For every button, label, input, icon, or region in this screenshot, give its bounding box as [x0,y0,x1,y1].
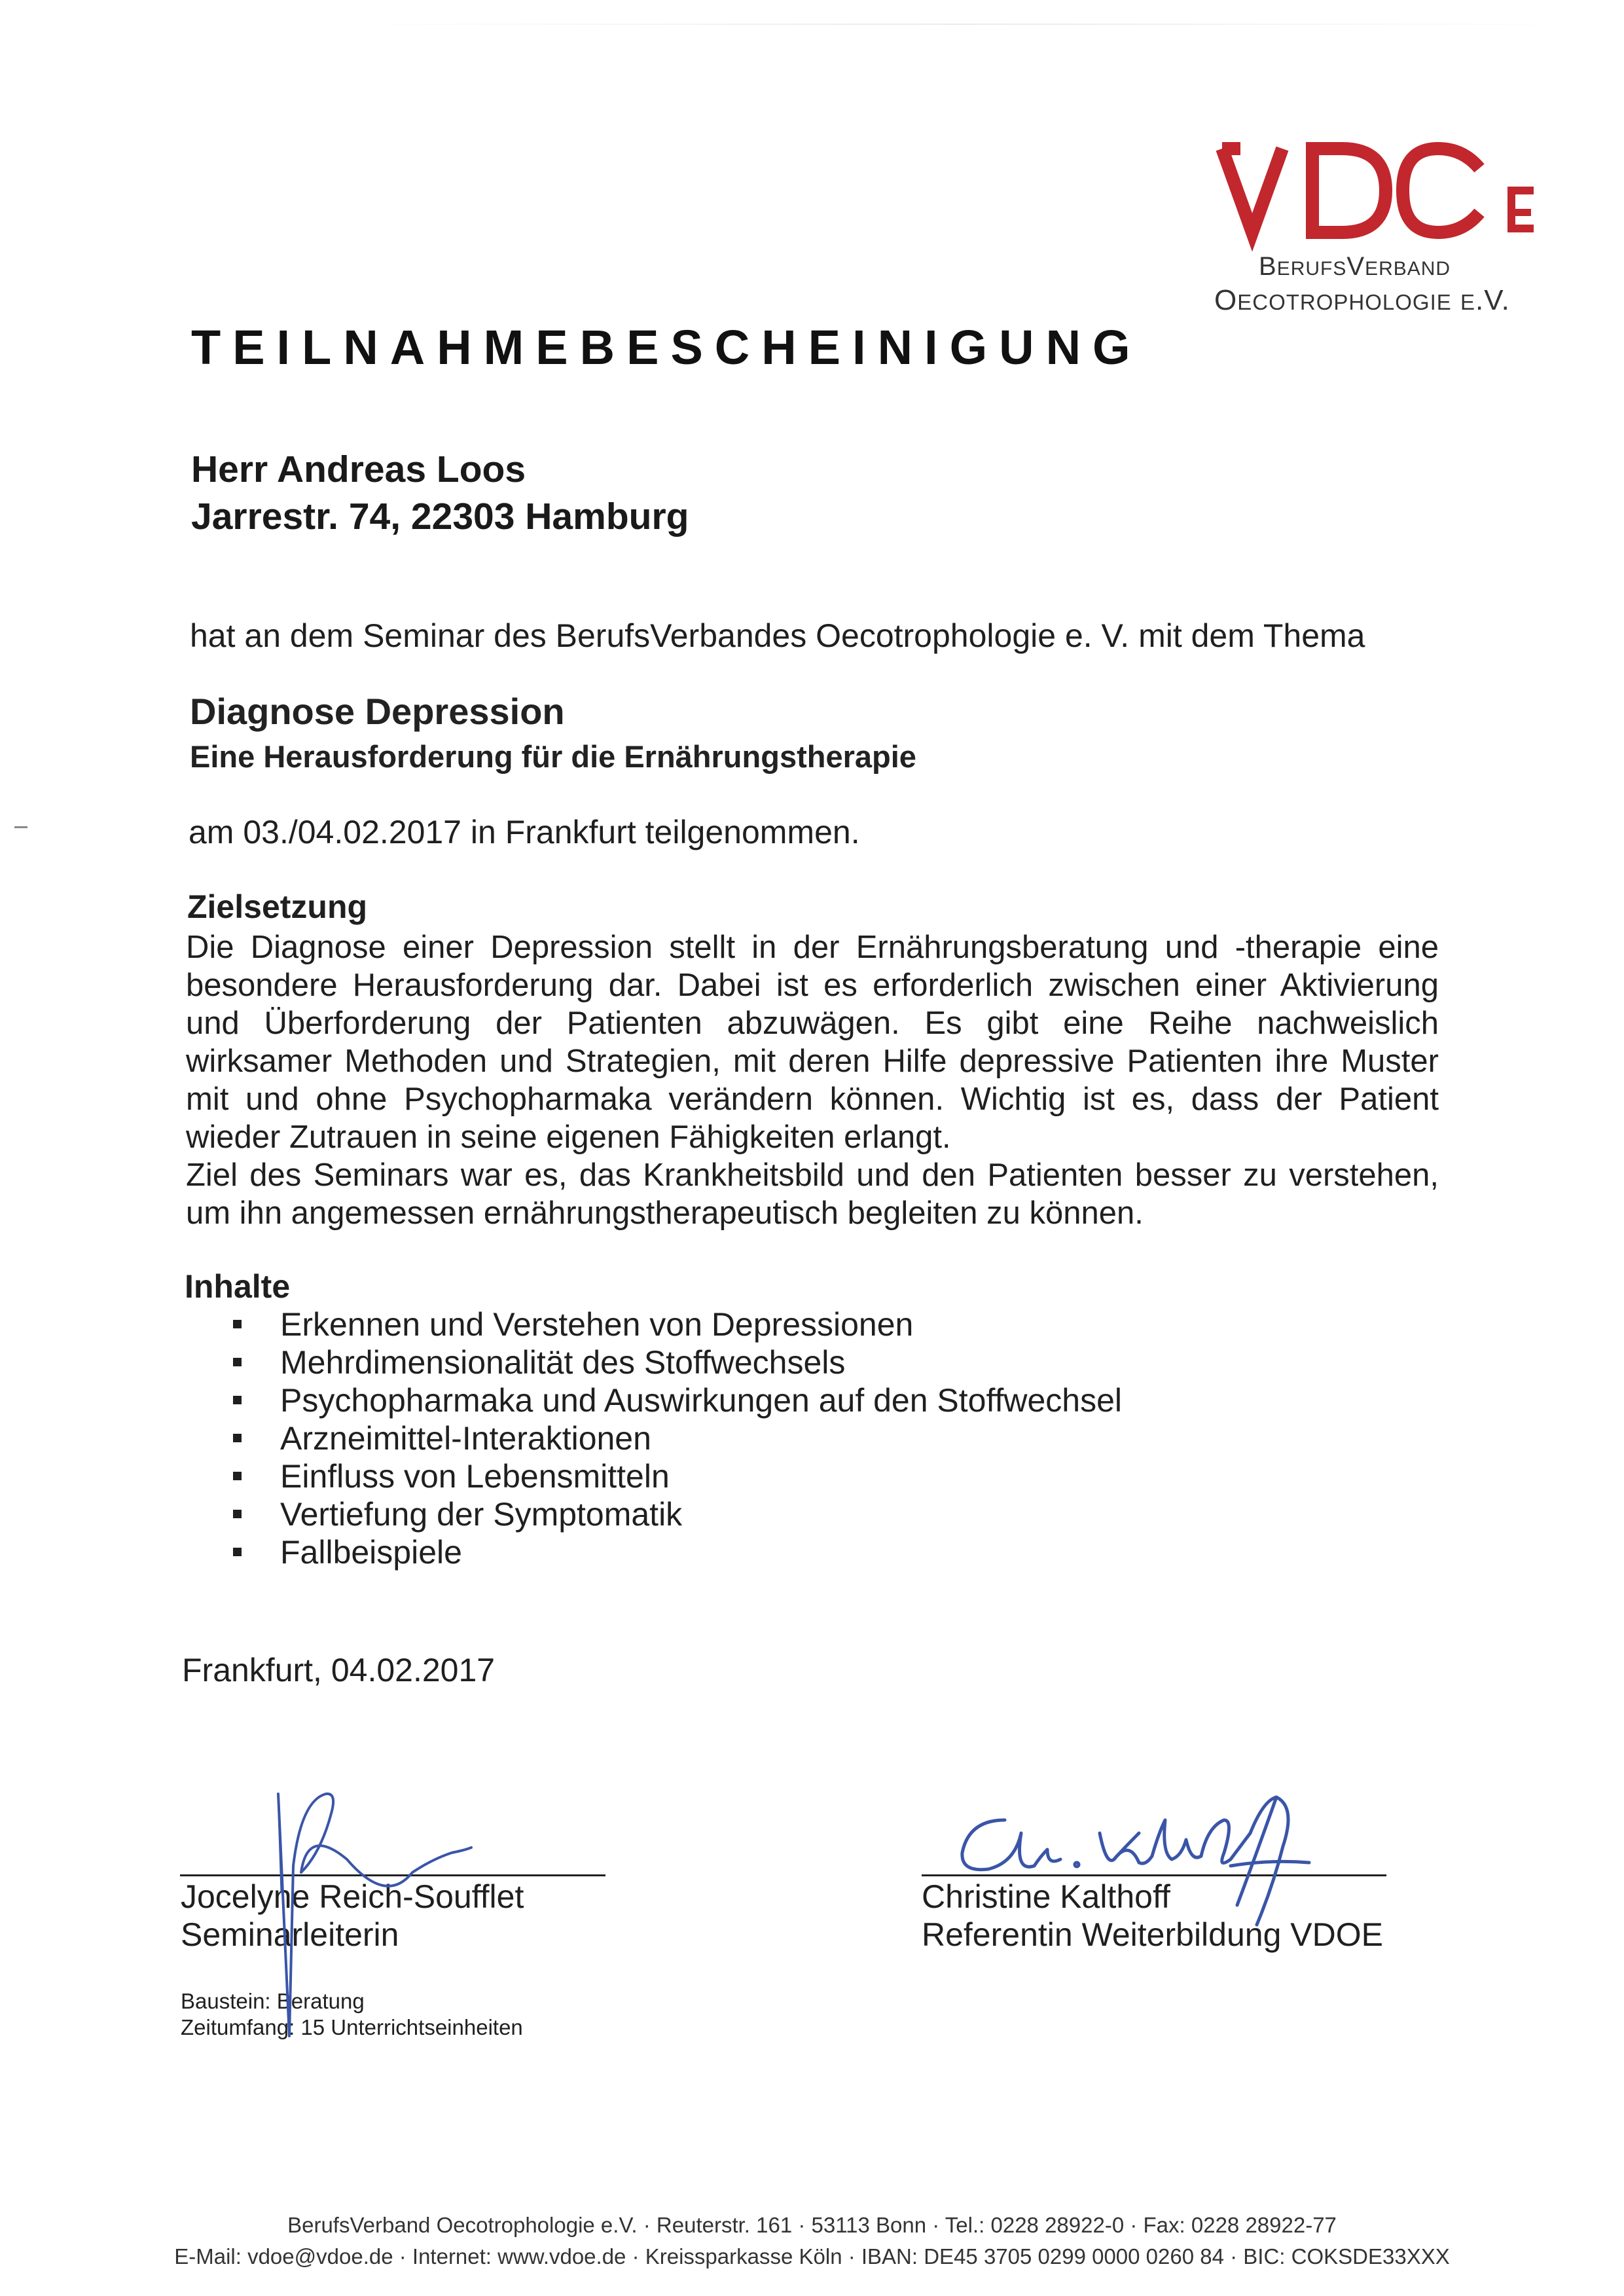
list-item: Mehrdimensionalität des Stoffwechsels [233,1343,1122,1381]
signer-left-role: Seminarleiterin [181,1916,399,1953]
baustein-info: Baustein: Beratung [181,1989,365,2013]
zielsetzung-heading: Zielsetzung [187,888,368,925]
scan-artifact-top [340,24,1584,25]
inhalte-heading: Inhalte [185,1268,291,1305]
signature-right-handwritten [943,1794,1329,1944]
signer-left-name: Jocelyne Reich-Soufflet [181,1878,524,1915]
signature-left-handwritten [216,1774,569,2049]
list-item: Erkennen und Verstehen von Depressionen [233,1305,1122,1343]
document-title: TEILNAHMEBESCHEINIGUNG [191,320,1142,374]
svg-text:BERUFSVERBAND: BERUFSVERBAND [1259,252,1451,281]
signer-right-role: Referentin Weiterbildung VDOE [922,1916,1383,1953]
footer-address-line: BerufsVerband Oecotrophologie e.V. · Reuterstr. 161 · 53113 Bonn · Tel.: 0228 28922-0 · Fax: 0228 28922-77 [287,2213,1337,2237]
signer-right-name: Christine Kalthoff [922,1878,1170,1915]
list-item: Psychopharmaka und Auswirkungen auf den Stoffwechsel [233,1381,1122,1419]
zielsetzung-paragraph-1: Die Diagnose einer Depression stellt in der Ernährungsberatung und -therapie eine besondere Herausforderung dar. Dabei ist es erforderlich zwischen einer Aktivierung und Überforderung der Patienten abzuwägen. Es gibt eine Reihe nachweislich wirksamer Methoden und Strategien, mit deren Hilfe depressive Patienten ihre Muster mit und ohne Psychopharmaka verändern können. Wichtig ist es, dass der Patient wieder Zutrauen in seine eigenen Fähigkeiten erlangt. [186,930,1439,1155]
svg-text:OECOTROPHOLOGIE E.V.: OECOTROPHOLOGIE E.V. [1214,284,1510,316]
seminar-date-line: am 03./04.02.2017 in Frankfurt teilgenommen. [189,814,860,850]
inhalte-list [233,1305,1122,1571]
footer-contact-line: E-Mail: vdoe@vdoe.de · Internet: www.vdoe.de · Kreissparkasse Köln · IBAN: DE45 3705 0299 0000 0260 84 · BIC: COKSDE33XXX [174,2244,1450,2269]
list-item: Vertiefung der Symptomatik [233,1495,1122,1533]
zielsetzung-paragraph-2: Ziel des Seminars war es, das Krankheitsbild und den Patienten besser zu verstehen, um ihn angemessen ernährungstherapeutisch begleiten zu können. [186,1157,1439,1231]
list-item: Einfluss von Lebensmitteln [233,1457,1122,1495]
intro-text: hat an dem Seminar des BerufsVerbandes Oecotrophologie e. V. mit dem Thema [190,617,1365,654]
scan-artifact-mark [14,826,27,828]
seminar-topic: Diagnose Depression [190,691,565,732]
recipient-address: Jarrestr. 74, 22303 Hamburg [191,496,689,538]
seminar-subtopic: Eine Herausforderung für die Ernährungstherapie [190,739,916,774]
recipient-name: Herr Andreas Loos [191,448,526,490]
place-date: Frankfurt, 04.02.2017 [182,1652,496,1688]
zeitumfang-info: Zeitumfang: 15 Unterrichtseinheiten [181,2015,523,2039]
list-item: Arzneimittel-Interaktionen [233,1419,1122,1457]
vdoe-logo [1214,141,1581,331]
list-item: Fallbeispiele [233,1533,1122,1571]
zielsetzung-body [186,928,1439,1232]
